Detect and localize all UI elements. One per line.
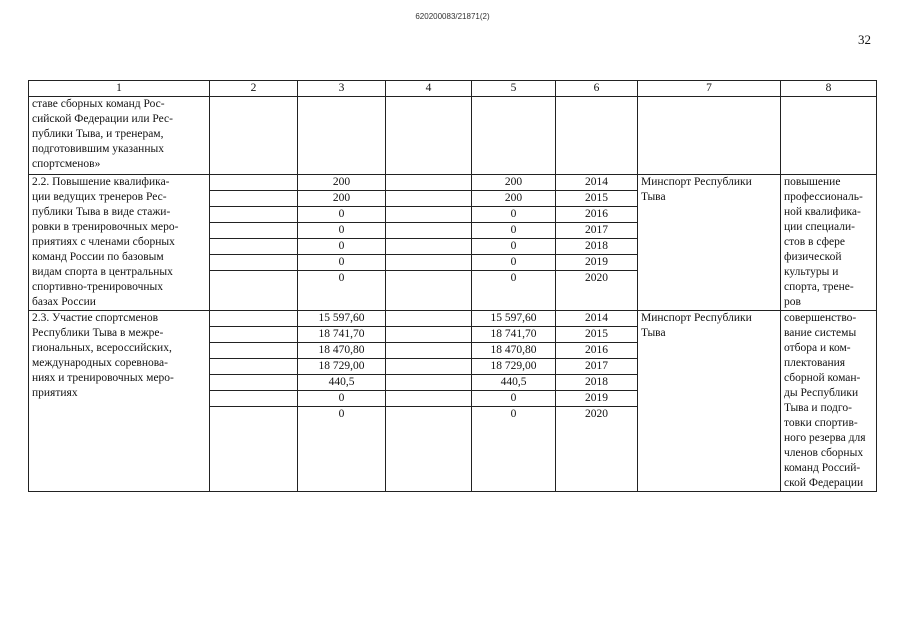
col5-value: 18 729,00 — [472, 359, 555, 375]
year-value: 2018 — [556, 239, 637, 255]
col-header: 3 — [298, 81, 386, 97]
col5-value: 0 — [472, 391, 555, 407]
col3-cell — [298, 175, 386, 311]
col4-cell — [386, 175, 472, 311]
expected-result: повышение профессиональ- ной квалифика- ции специали- стов в сфере физической культуры и спорта, трене- ров — [781, 175, 877, 311]
col3-value: 15 597,60 — [298, 311, 385, 327]
col5-value: 0 — [510, 272, 517, 284]
year-value: 2015 — [556, 191, 637, 207]
col5-value: 0 — [472, 207, 555, 223]
year-value: 2017 — [556, 223, 637, 239]
col3-value: 18 470,80 — [298, 343, 385, 359]
col3-value: 18 729,00 — [298, 359, 385, 375]
col-header: 2 — [210, 81, 298, 97]
continuation-row — [29, 97, 877, 175]
col-header: 6 — [556, 81, 638, 97]
col3-value: 0 — [298, 239, 385, 255]
activity-name: 2.3. Участие спортсменов Республики Тыва в межре- гиональных, всероссийских, международных соревнова- ниях и тренировочных меро- приятиях — [29, 311, 210, 492]
col5-value: 18 741,70 — [472, 327, 555, 343]
col3-value: 0 — [338, 408, 345, 420]
col3-value: 0 — [298, 207, 385, 223]
executor: Минспорт Республики Тыва — [638, 175, 781, 311]
col5-value: 0 — [472, 255, 555, 271]
col-header: 5 — [472, 81, 556, 97]
col3-value: 0 — [298, 391, 385, 407]
col4-cell — [386, 311, 472, 492]
col-header: 4 — [386, 81, 472, 97]
col3-value: 200 — [298, 175, 385, 191]
col5-value: 0 — [472, 223, 555, 239]
program-table — [28, 80, 877, 492]
col2-cell — [210, 175, 298, 311]
table-row — [29, 311, 877, 492]
continuation-text: ставе сборных команд Рос- сийской Федерации или Рес- публики Тыва, и тренерам, подготовившим указанных спортсменов» — [29, 97, 210, 175]
expected-result: совершенство- вание системы отбора и ком- плектования сборной коман- ды Республики Тыва и подго- товки спортив- ного резерва для членов сборных команд Россий- ской Федерации — [781, 311, 877, 492]
executor: Минспорт Республики Тыва — [638, 311, 781, 492]
col5 — [472, 175, 555, 286]
col5-cell — [472, 175, 556, 311]
year-value: 2017 — [556, 359, 637, 375]
col5-cell — [472, 311, 556, 492]
year-value: 2016 — [556, 343, 637, 359]
col5-value: 0 — [472, 239, 555, 255]
col3 — [298, 175, 385, 286]
year-value: 2018 — [556, 375, 637, 391]
col3-value: 0 — [298, 255, 385, 271]
page-number: 32 — [858, 32, 871, 47]
year-value: 2019 — [556, 255, 637, 271]
col3 — [298, 311, 385, 422]
col5-value: 440,5 — [472, 375, 555, 391]
year-cell — [556, 311, 638, 492]
year-value: 2014 — [556, 175, 637, 191]
year-value: 2020 — [585, 408, 608, 420]
col5-value: 18 470,80 — [472, 343, 555, 359]
col5-value: 200 — [472, 175, 555, 191]
activity-name: 2.2. Повышение квалифика- ции ведущих тренеров Рес- публики Тыва в виде стажи- ровки в тренировочных меро- приятиях с членами сборных команд России по базовым видам спорта в центральных спортивно-тренировочных базах России — [29, 175, 210, 311]
col3-value: 0 — [298, 223, 385, 239]
year-value: 2015 — [556, 327, 637, 343]
document-id: 620200083/21871(2) — [415, 12, 490, 21]
col-header: 1 — [29, 81, 210, 97]
column-number-row — [29, 81, 877, 97]
table-row — [29, 175, 877, 311]
year-value: 2016 — [556, 207, 637, 223]
col3-cell — [298, 311, 386, 492]
col5-value: 200 — [472, 191, 555, 207]
col5-value: 0 — [510, 408, 517, 420]
col-header: 7 — [638, 81, 781, 97]
col3-value: 18 741,70 — [298, 327, 385, 343]
col3-value: 0 — [338, 272, 345, 284]
year — [556, 175, 637, 286]
year-value: 2019 — [556, 391, 637, 407]
col-header: 8 — [781, 81, 877, 97]
year — [556, 311, 637, 422]
col2-cell — [210, 311, 298, 492]
col3-value: 200 — [298, 191, 385, 207]
col3-value: 440,5 — [298, 375, 385, 391]
year-value: 2020 — [585, 272, 608, 284]
col5 — [472, 311, 555, 422]
year-cell — [556, 175, 638, 311]
year-value: 2014 — [556, 311, 637, 327]
col5-value: 15 597,60 — [472, 311, 555, 327]
